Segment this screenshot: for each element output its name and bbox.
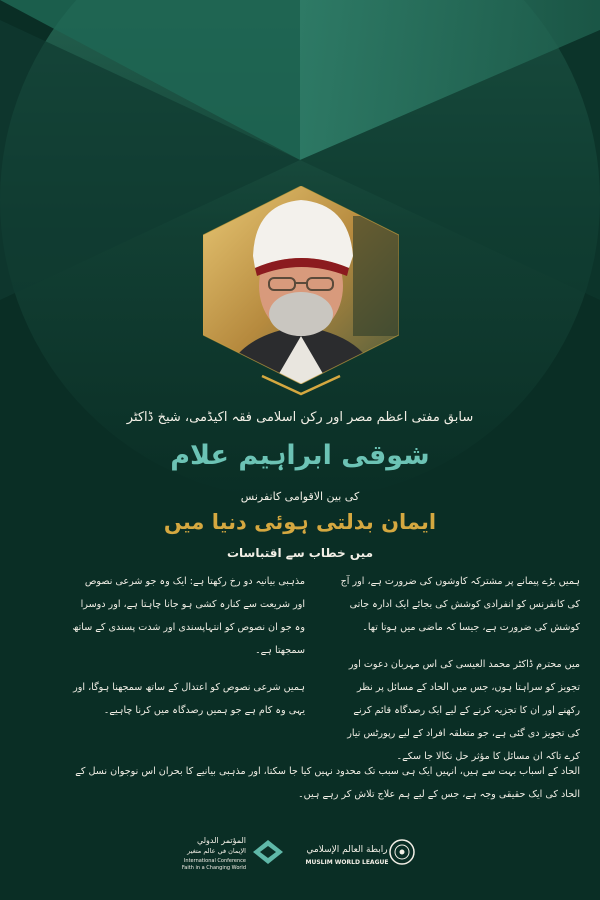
mwl-logo-en: MUSLIM WORLD LEAGUE: [305, 859, 389, 866]
diamond-emblem-icon: [253, 840, 283, 864]
quote-paragraph: ہمیں شرعی نصوص کو اعتدال کے ساتھ سمجھنا ہوگا، اور یہی وہ کام ہے جو ہمیں رصدگاہ میں کرنا چاہیے۔: [73, 682, 305, 716]
footer-logos: [0, 830, 600, 880]
conference-title: ایمان بدلتی ہوئی دنیا میں: [163, 510, 437, 534]
mwl-logo-ar: رابطة العالم الإسلامي: [306, 845, 388, 855]
quotes-right-column: [340, 570, 580, 782]
conference-logo-ar-2: الإيمان في عالم متغير: [187, 847, 246, 855]
quote-paragraph: مذہبی بیانیہ دو رخ رکھتا ہے: ایک وہ جو شرعی نصوص اور شریعت سے کنارہ کشی ہو جانا چاہتا ہے، اور دوسرا وہ جو ان نصوص کو انتہاپسندی اور شدت پسندی کے ساتھ سمجھتا ہے۔: [72, 576, 305, 656]
speaker-subtitle: سابق مفتی اعظم مصر اور رکن اسلامی فقہ اکیڈمی، شیخ ڈاکٹر: [126, 410, 474, 425]
quotes-left-column: [70, 570, 305, 736]
quote-paragraph: میں محترم ڈاکٹر محمد العیسی کی اس مہربان دعوت اور تجویز کو سراہتا ہوں، جس میں الحاد کے مسائل پر نظر رکھنے اور ان کا تجزیہ کرنے کے لیے ایک رصدگاہ قائم کرنے کی تجویز دی گئی ہے، جو متعلقہ افراد کے لیے رپورٹس تیار کرے تاکہ ان مسائل کا مؤثر حل نکالا جا سکے۔: [347, 659, 580, 762]
quote-paragraph: ہمیں بڑے پیمانے پر مشترکہ کاوشوں کی ضرورت ہے، اور آج کی کانفرنس کو انفرادی کوشش کی بجائے ایک ادارہ جاتی کوشش کی ضرورت ہے، جیسا کہ ماضی میں ہوتا تھا۔: [340, 576, 580, 633]
excerpts-label: میں خطاب سے اقتباسات: [226, 546, 374, 560]
conference-logo-en-1: International Conference: [183, 858, 246, 864]
gold-chevron-divider: [260, 372, 342, 398]
speaker-name: شوقی ابراہیم علام: [170, 440, 430, 471]
conference-intro: کی بین الاقوامی کانفرنس: [240, 490, 360, 503]
conference-logo: [182, 836, 283, 871]
conference-logo-ar-1: المؤتمر الدولي: [196, 836, 246, 845]
portrait: [203, 186, 399, 384]
quote-full-width: الحاد کے اسباب بہت سے ہیں، انہیں ایک ہی سبب تک محدود نہیں کیا جا سکتا، اور مذہبی بیانیے کا بحران اس نوجوان نسل کے الحاد کی ایک حقیقی وجہ ہے، جس کے لیے ہم علاج تلاش کر رہے ہیں۔: [75, 766, 580, 800]
round-seal-icon: [390, 840, 414, 864]
conference-logo-en-2: Faith in a Changing World: [181, 865, 246, 871]
mwl-logo: [306, 840, 414, 866]
